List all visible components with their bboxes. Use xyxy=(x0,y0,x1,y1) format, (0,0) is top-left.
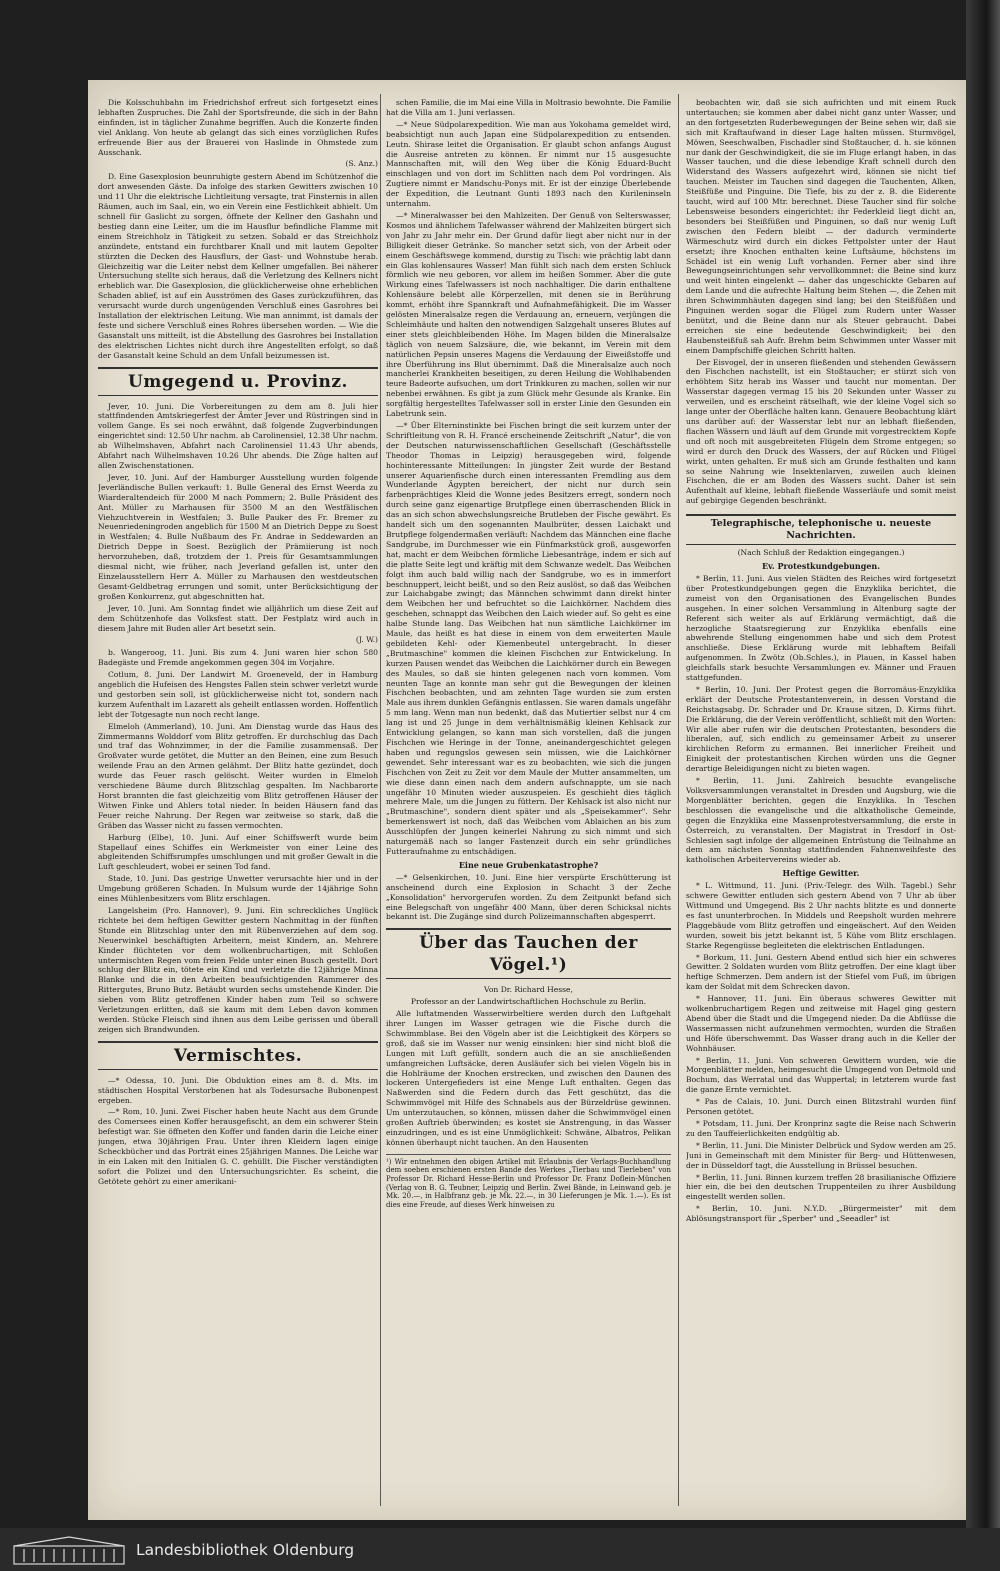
article-paragraph: Stade, 10. Juni. Das gestrige Unwetter verursachte hier und in der Umgebung größeren Schaden. In Mulsum wurde der 14jährige Sohn eines Mühlenbesitzers vom Blitz erschlagen. xyxy=(98,874,378,904)
column-1 xyxy=(98,98,378,1502)
article-paragraph: Der Eisvogel, der in unseren fließenden und stehenden Gewässern den Fischchen nachstellt, ist ein Stoßtaucher; er stürzt sich von erhöhtem Sitz herab ins Wasser und taucht nur momentan. Der Wasserstar dagegen vermag 15 bis 20 Sekunden unter Wasser zu verweilen, und es erscheint rätselhaft, wie der kleine Vogel sich so lange unter der Oberfläche halten kann. Genauere Beobachtung klärt uns darüber auf: der Wasserstar lebt nur an lebhaft fließenden, flachen Wässern und läuft auf dem Grunde mit vorgestrecktem Kopfe und oft noch mit ausgebreiteten Flügeln dem Strome entgegen; so wird er durch den Druck des Wassers, der auf Rücken und Flügel wirkt, unten gehalten. Er muß sich am Grunde festhalten und kann so seine Nahrung wie Insektenlarven, zuweilen auch kleinen Fischchen, die er am Boden des Wassers sucht. Daher ist sein Aufenthalt auf kleine, lebhaft fließende Wasserläufe und somit meist auf gebirgige Gegenden beschränkt. xyxy=(686,357,956,506)
article-paragraph: * L. Wittmund, 11. Juni. (Priv.-Telegr. des Wilh. Tagebl.) Sehr schwere Gewitter entluden sich gestern Abend von 7 Uhr ab über Wittmund und Umgegend. Bis 2 Uhr nachts blitzte es und donnerte es fast ununterbrochen. In Middels und Reepsholt wurden mehrere Plaggebäude vom Blitz getroffen und eingeäschert. Auf den Weiden wurden, soweit bis jetzt bekannt ist, 5 Kühe vom Blitz erschlagen. Starke Regengüsse begleiteten die elektrischen Entladungen. xyxy=(686,881,956,950)
article-paragraph: Harburg (Elbe), 10. Juni. Auf einer Schiffswerft wurde beim Stapellauf eines Schiffes ein Werkmeister von einer Leine des abgleitenden Schiffsrumpfes umschlungen und mit großer Gewalt in die Luft geschleudert, wobei er seinen Tod fand. xyxy=(98,832,378,872)
article-paragraph: Jever, 10. Juni. Die Vorbereitungen zu dem am 8. Juli hier stattfindenden Amtskriegerfest der Ämter Jever und Rüstringen sind in vollem Gange. Es sei noch erwähnt, daß folgende Zugverbindungen eingerichtet sind: 12.50 Uhr nachm. ab Carolinensiel, 12.38 Uhr nachm. ab Wilhelmshaven, Abfahrt nach Carolinensiel 11.43 Uhr abends, Abfahrt nach Wilhelmshaven 10.26 Uhr abends. Die Züge halten auf allen Zwischenstationen. xyxy=(98,401,378,470)
article-paragraph: —* Neue Südpolarexpedition. Wie man aus Yokohama gemeldet wird, beabsichtigt nun auch Japan eine Südpolarexpedition zu entsenden. Leutn. Shirase leitet die Organisation. Er glaubt schon anfangs August die Ausreise antreten zu können. Er nimmt nur 15 ausgesuchte Mannschaften mit, will den Weg über die König Eduard-Bucht einschlagen und von dort im Schlitten nach dem Pol vordringen. Als Zugtiere nimmt er Mandschu-Ponys mit. Er ist der einzige Überlebende der Expedition, die Leutnant Gunti 1893 nach den Kurileninseln unternahm. xyxy=(386,119,671,209)
article-paragraph: —* Odessa, 10. Juni. Die Obduktion eines am 8. d. Mts. im städtischen Hospital Verstorbenen hat als Todesursache Bubonenpest ergeben. xyxy=(98,1075,378,1105)
article-paragraph: b. Wangeroog, 11. Juni. Bis zum 4. Juni waren hier schon 580 Badegäste und Fremde angekommen gegen 304 im Vorjahre. xyxy=(98,648,378,668)
article-paragraph: Cotlum, 8. Juni. Der Landwirt M. Groeneveld, der in Hamburg angeblich die Hufeisen des Hengstes Fallen stein schwer verletzt wurde und gestorben sein soll, ist glücklicherweise nicht tot, sondern nach kurzem Aufenthalt im Lazarett als geheilt entlassen worden. Hoffentlich lebt der Totgesagte nun noch recht lange. xyxy=(98,670,378,719)
article-subheading: Ev. Protestkundgebungen. xyxy=(761,561,881,572)
article-author-role: Professor an der Landwirtschaftlichen Hochschule zu Berlin. xyxy=(410,997,647,1007)
column-2 xyxy=(386,98,671,1502)
footnote: ¹) Wir entnehmen den obigen Artikel mit Erlaubnis der Verlags-Buchhandlung dem soeben erschienen ersten Bande des Werkes „Tierbau und Tierleben" von Professor Dr. Richard Hesse-Berlin und Professor Dr. Franz Doflein-München (Verlag von B. G. Teubner, Leipzig und Berlin. Zwei Bände, in Leinwand geb. je Mk. 20.—, in Halbfranz geb. je Mk. 22.—, in 30 Lieferungen je Mk. 1.—). Es ist dies eine Freude, auf dieses Werk hinweisen zu xyxy=(386,1154,671,1210)
article-paragraph: * Berlin, 10. Juni. N.Y.D. „Bürgermeister" mit dem Ablösungstransport für „Sperber" und „Seeadler" ist xyxy=(686,1204,956,1224)
article-paragraph: schen Familie, die im Mai eine Villa in Moltrasio bewohnte. Die Familie hat die Villa am 1. Juni verlassen. xyxy=(386,98,671,117)
section-heading: Umgegend u. Provinz. xyxy=(98,367,378,396)
section-heading: Telegraphische, telephonische u. neueste Nachrichten. xyxy=(686,514,956,545)
article-subheading: Eine neue Grubenkatastrophe? xyxy=(458,859,599,870)
article-author: Von Dr. Richard Hesse, xyxy=(484,985,573,995)
article-paragraph: * Berlin, 11. Juni. Zahlreich besuchte evangelische Volksversammlungen veranstaltet in Dresden und Augsburg, wie die Morgenblätter berichten, gegen die Enzyklika. In Teschen beschlossen die evangelische und die altkatholische Gemeinde, gegen die Enzyklika eine Massenprotestversammlung, die erste in Österreich, zu veranstalten. Der Magistrat in Tresdorf in Ost-Schlesien sagt infolge der allgemeinen Entrüstung die Teilnahme an dem am nächsten Sonntag stattfindenden Fahnenweihfeste des katholischen Arbeitervereins wieder ab. xyxy=(686,776,956,865)
article-paragraph: * Potsdam, 11. Juni. Der Kronprinz sagte die Reise nach Schwerin zu den Tauffeierlichkeiten endgültig ab. xyxy=(686,1119,956,1138)
viewer-footer xyxy=(0,1528,1000,1571)
article-paragraph: Alle luftatmenden Wasserwirbeltiere werden durch den Luftgehalt ihrer Lungen im Wasser getragen wie die Fische durch die Schwimmblase. Bei den Vögeln aber ist die Leichtigkeit des Körpers so groß, daß sie im Wasser nur wenig einsinken: hier sind nicht bloß die Lungen mit Luft gefüllt, sondern auch die an sie anschließenden umfangreichen Luftsäcke, deren Ausläufer sich bei vielen Vögeln bis in die Hohlräume der Knochen erstrecken, und zwischen den Daunen des lockeren Untergefieders ist eine Menge Luft enthalten. Gegen das Naßwerden sind die Federn durch das Fett geschützt, das die Schwimmvögel mit Hilfe des Schnabels aus der Bürzeldrüse gewinnen. Um unterzutauchen, so können, müssen daher die Schwimmvögel einen großen Auftrieb überwinden; es kostet sie Anstrengung, in das Wasser einzudringen, und es ist eine Unmöglichkeit: Schwäne, Albatros, Pelikan können überhaupt nicht tauchen. An den Hausenten xyxy=(386,1009,671,1147)
article-paragraph: Langelsheim (Pro. Hannover), 9. Juni. Ein schreckliches Unglück richtete bei dem heftigen Gewitter gestern Nachmittag in der fünften Stunde ein Blitzschlag unter den mit Rübenverziehen auf dem sog. Neuerwinkel beschäftigten Arbeitern, meist Kindern, an. Mehrere Kinder flüchteten vor dem wolkenbruchartigen, mit Schloßen untermischten Regen vom freien Felde unter einen Busch gestellt. Dort schlug der Blitz ein, tötete ein Kind und verletzte die 12jährige Minna Blanke und die in den Arbeiten beaufsichtigenden Rammerer des Rittergutes, Bruno Butz. Betäubt wurden sechs umstehende Kinder. Die sieben vom Blitz getroffenen Kinder haben zum Teil so schwere Verletzungen erlitten, daß sie kaum mit dem Leben davon kommen werden. Stücke Fleisch sind ihnen aus dem Leibe gerissen und überall zeigen sich Brandwunden. xyxy=(98,905,378,1034)
column-3 xyxy=(686,98,956,1502)
column-rule xyxy=(678,94,679,1506)
article-paragraph: —* Mineralwasser bei den Mahlzeiten. Der Genuß von Selterswasser, Kosmos und ähnlichem Tafelwasser während der Mahlzeiten bürgert sich von Jahr zu Jahr mehr ein. Der Grund dafür liegt aber nicht nur in der Billigkeit dieser Getränke. So mancher setzt sich, von der Arbeit oder einem Geschäftswege kommend, durstig zu Tisch: wie prächtig labt dann ein Glas kohlensaures Wasser! Man fühlt sich nach dem ersten Schluck förmlich wie neu geboren, vor allem im heißen Sommer. Aber die gute Wirkung eines Tafelwassers ist noch nachhaltiger. Die darin enthaltene Kohlensäure belebt alle Körperzellen, mit denen sie in Berührung kommt, erhöht ihre Spannkraft und Aufnahmefähigkeit. Die im Wasser gelösten Mineralsalze regen die Verdauung an, erneuern, verjüngen die Schleimhäute und halten den notwendigen Salzgehalt unseres Blutes auf einer stets gleichbleibenden Höhe. Im Magen bilden die Mineralsalze täglich von neuem Salzsäure, die, wie bekannt, im Verein mit dem natürlichen Pepsin unseres Magens die Verdauung der Eiweißstoffe und ihre Überführung ins Blut übernimmt. Daß die Mineralsalze auch noch mancherlei Krankheiten beseitigen, zu deren Heilung die Wohlhabenden teure Badeorte aufsuchen, um dort Trinkkuren zu machen, sollen wir nur nebenbei erwähnen. Es gibt ja zum Glück mehr Gesunde als Kranke. Ein sorgfältig hergestelltes Tafelwasser soll in erster Linie den Gesunden ein Labetrunk sein. xyxy=(386,210,671,419)
article-paragraph: * Hannover, 11. Juni. Ein überaus schweres Gewitter mit wolkenbruchartigem Regen und zeitweise mit Hagel ging gestern Abend über die Stadt und die Umgegend nieder. Da die Abflüsse die Wassermassen nicht aufzunehmen vermochten, wurden die Straßen und Höfe überschwemmt. Das Wasser drang auch in die Keller der Wohnhäuser. xyxy=(686,994,956,1053)
article-paragraph: * Berlin, 11. Juni. Binnen kurzem treffen 28 brasilianische Offiziere hier ein, die bei den deutschen Truppenteilen zu ihrer Ausbildung eingestellt werden sollen. xyxy=(686,1172,956,1202)
article-paragraph: * Berlin, 10. Juni. Der Protest gegen die Borromäus-Enzyklika erklärt der Deutsche Protestantenverein, in dessen Vorstand die Reichstagsabg. Dr. Schrader und Dr. Krause sitzen, D. Kirms führt. Die Erklärung, die der Verein veröffentlicht, schließt mit den Worten: Wir alle aber rufen wir die deutschen Protestanten, besonders die liberalen, auf, sich endlich zu gemeinsamer Arbeit zu unserer kirchlichen Reform zu ermannen. Bei innerlicher Freiheit und Einigkeit der protestantischen Kirchen würden uns die Gegner derartige Beleidigungen nicht zu bieten wagen. xyxy=(686,684,956,774)
article-signature: (S. Anz.) xyxy=(345,159,378,169)
article-paragraph: —* Über Elterninstinkte bei Fischen bringt die seit kurzem unter der Schriftleitung von R. H. Francé erscheinende Zeitschrift „Natur", die von der Deutschen naturwissenschaftlichen Gesellschaft (Geschäftsstelle Theodor Thomas in Leipzig) herausgegeben wird, folgende hochinteressante Mitteilungen: In jüngster Zeit wurde der Bestand unserer Aquarienfische durch einen interessanten Fremdling aus dem Wunderlande Ägypten bereichert, der nicht nur durch sein farbenprächtiges Kleid die Wonne jedes Besitzers erregt, sondern noch durch seine ganz eigenartige Brutpflege einen überraschenden Blick in das an sich schon abwechslungsreiche Brutleben der Fische gewährt. Es handelt sich um den sogenannten Maulbrüter, dessen Laichakt und Brutpflege folgendermaßen verläuft: Nachdem das Männchen eine flache Sandgrube, im Durchmesser wie ein Fünfmarkstück groß, ausgeworfen hat, macht er dem Weibchen förmliche Liebesanträge, indem er sich auf die platte Seite legt und kräftig mit dem Schwanze wedelt. Das Weibchen folgt ihm auch bald willig nach der Sandgrube, wo es in immerfort beschnuppert, leicht beißt, und so den Reiz auslöst, so daß das Weibchen zur Laichabgabe zwingt; das Männchen schwimmt dann direkt hinter dem Weibchen her und befruchtet so die Laichkörner. Nachdem dies geschehen, schnappt das Weibchen den Laich wieder auf. So geht es eine halbe Stunde lang. Das Weibchen hat nun sämtliche Laichkörner im Maule, das heißt es hat diese in einem von dem erweiterten Maule gebildeten Kehl- oder Kiemenbeutel untergebracht. In dieser „Brutmaschine" kommen die kleinen Fischchen zur Entwickelung. In kurzen Pausen wendet das Weibchen die Laichkörner durch ein Bewegen des Maules, so daß sie hinten gelegenen nach vorn kommen. Vom neunten Tage an konnte man sehr gut die Bewegungen der kleinen Fischchen beobachten, und am zehnten Tage wurden sie zum ersten Male aus ihrem dunklen Gefängnis entlassen. Sie waren damals ungefähr 5 mm lang. Wenn man nun bedenkt, daß das Mutiertier selbst nur 4 cm lang ist und 25 Junge in dem verhältnismäßig kleinen Kehlsack zur Entwicklung gelangen, so kann man sich vorstellen, daß die jungen Fischchen wie Heringe in der Tonne, aneinandergeschichtet gelegen haben und regungslos gewesen sein müssen, wie die Laichkörner gewendet. Sehr interessant war es zu beobachten, wie sich die jungen Fischchen von Zeit zu Zeit vor dem Maule der Mutter ansammelten, um wie diese dann einen nach dem andern aufschnappte, um sie nach ungefähr 10 Minuten wieder auszuspeien. Es geschieht dies täglich mehrere Male, um die Jungen zu füttern. Der Kehlsack ist also nicht nur „Brutmaschine", sondern dient später und als „Speisekammer". Sehr bemerkenswert ist noch, daß das Weibchen vom Ablaichen an bis zum Ausschlüpfen der Jungen keinerlei Nahrung zu sich nimmt und sich naturgemäß nach so langer Fastenzeit durch ein sehr gründliches Futteraufnahme zu entschädigen. xyxy=(386,421,671,856)
section-heading: Über das Tauchen der Vögel.¹) xyxy=(386,928,671,979)
article-paragraph: * Borkum, 11. Juni. Gestern Abend entlud sich hier ein schweres Gewitter. 2 Soldaten wurden vom Blitz getroffen. Der eine klagt über heftige Schmerzen. Dem andern ist der Stiefel vom Fuß, im übrigen kam der Soldat mit dem Schrecken davon. xyxy=(686,952,956,992)
article-paragraph: Die Kolsschuhbahn im Friedrichshof erfreut sich fortgesetzt eines lebhaften Zuspruches. Die Zahl der Sportsfreunde, die sich in der Bahn einfinden, ist in täglicher Zunahme begriffen. Auch die Konzerte finden viel Anklang. Von heute ab gelangt das sich eines vorzüglichen Rufes erfreuende Bier aus der Brauerei von Haslinde in Ohmstede zum Ausschank. xyxy=(98,98,378,157)
article-paragraph: * Pas de Calais, 10. Juni. Durch einen Blitzstrahl wurden fünf Personen getötet. xyxy=(686,1097,956,1117)
article-subheading: Heftige Gewitter. xyxy=(782,868,860,879)
article-paragraph: —* Rom, 10. Juni. Zwei Fischer haben heute Nacht aus dem Grunde des Comersees einen Koffer herausgefischt, an dem ein schwerer Stein befestigt war. Sie öffneten den Koffer und fanden darin die Leiche einer jungen, etwa 30jährigen Frau. Unter ihren Kleidern lagen einige Scheckbücher und das Porträt eines 25jährigen Mannes. Die Leiche war in ein Laken mit den Initialen G. C. gehüllt. Die Fischer verständigten sofort die Polizei und den Untersuchungsrichter. Es scheint, die Getötete gehört zu einer amerikani- xyxy=(98,1107,378,1186)
library-name: Landesbibliothek Oldenburg xyxy=(136,1540,355,1559)
article-signature: (J. W.) xyxy=(355,635,378,645)
article-paragraph: beobachten wir, daß sie sich aufrichten und mit einem Ruck untertauchen; sie kommen aber dabei nicht ganz unter Wasser, und an den fortgesetzten Ruderbewegungen der Beine sehen wir, daß sie sich mit Kraftaufwand in dieser Lage halten müssen. Sturmvögel, Möwen, Seeschwalben, Fischadler sind Stoßtaucher, d. h. sie können nur dank der Geschwindigkeit, die sie im Fluge erlangt haben, in das Wasser tauchen, und die diese lebendige Kraft schnell durch den Widerstand des Wassers aufgezehrt wird, können sie nicht tief tauchen. Meister im Tauchen sind dagegen die Tauchenten, Alken, Steißfüße und Pinguine. Die Tiefe, bis zu der z. B. die Eiderente taucht, wird auf 100 Mtr. berechnet. Diese Taucher sind für solche Lebensweise besonders eingerichtet: ihr Federkleid liegt dicht an, besonders bei Steißfüßen und Pinguinen, so daß nur wenig Luft zwischen den Federn bleibt — der dadurch verminderte Wärmeschutz wird durch ein dickes Fettpolster unter der Haut ersetzt; ihre Knochen enthalten keine Luftsäume, höchstens im Schädel ist ein wenig Luft vorhanden. Ferner aber sind ihre Bewegungseinrichtungen sehr vervollkommnet: die Beine sind kurz und weit hinten eingelenkt — daher das ungeschickte Gebaren auf dem Lande und die aufrechte Haltung beim Stehen —, die Zehen mit ihren Schwimmhäuten dagegen sind lang; bei den Steißfüßen und Pinguinen werden sogar die Flügel zum Rudern unter Wasser benützt, und die Beine dann nur als Steuer gebraucht. Dabei erreichen sie eine bedeutende Geschwindigkeit; bei den Haubensteißfuß sah Aufr. Brehm beim Schwimmen unter Wasser mit einem Dampfschiffe gleichen Schritt halten. xyxy=(686,98,956,355)
section-heading: Vermischtes. xyxy=(98,1041,378,1070)
article-paragraph: —* Gelsenkirchen, 10. Juni. Eine hier verspürte Erschütterung ist anscheinend durch eine Explosion in Schacht 3 der Zeche „Konsolidation" hervorgerufen worden. Zu dem Zeitpunkt befand sich eine Belegschaft von ungefähr 400 Mann, über deren Schicksal nichts bekannt ist. Die Zugänge sind durch Polizeimannschaften abgesperrt. xyxy=(386,872,671,922)
article-paragraph: * Berlin, 11. Juni. Von schweren Gewittern wurden, wie die Morgenblätter melden, heimgesucht die Umgegend von Detmold und Bochum, das Werratal und das Wuppertal; in letzterem wurde fast die ganze Ernte vernichtet. xyxy=(686,1055,956,1095)
article-paragraph: * Berlin, 11. Juni. Aus vielen Städten des Reiches wird fortgesetzt über Protestkundgebungen gegen die Enzyklika berichtet, die zumeist von den Organisationen des Evangelischen Bundes ausgehen. In einer solchen Versammlung in Altenburg sagte der Referent sich weiter als auf Erklärung vermächtigt, daß die herzogliche Staatsregierung zur Enzyklika ebenfalls eine abwehrende Stellung eingenommen habe und sich dem Protest anschließe. Diese Erklärung wurde mit lebhaftem Beifall aufgenommen. In Zwötz (Ob.Schles.), in Plauen, in Kassel haben gleichfalls stark besuchte Versammlungen ev. Männer und Frauen stattgefunden. xyxy=(686,573,956,683)
book-edge xyxy=(966,0,1000,1528)
column-rule xyxy=(380,94,381,1506)
article-paragraph: D. Eine Gasexplosion beunruhigte gestern Abend im Schützenhof die dort anwesenden Gäste. Da infolge des starken Gewitters zwischen 10 und 11 Uhr die elektrische Lichtleitung versagte, trat Finsternis in allen Räumen, auch im Saal, ein, wo ein Verein eine Festlichkeit abhielt. Um schnell für Gaslicht zu sorgen, öffnete der Kellner den Gashahn und bestieg dann eine Leiter, um die im Hausflur befindliche Flamme mit einem Streichholz in Tätigkeit zu setzen. Sobald er das Streichholz anzündete, entstand ein furchtbarer Knall und mit lautem Gepolter stürzten die Decken des Hausflurs, der Gast- und Wohnstube herab. Gleichzeitig war die Leiter nebst dem Kellner umgefallen. Bei näherer Untersuchung stellte sich heraus, daß die Verletzung des Kellners nicht erheblich war. Die Gasexplosion, die glücklicherweise ohne erheblichen Schaden ablief, ist auf ein Ausströmen des Gases zurückzuführen, das verursacht wurde durch ungenügenden Verschluß eines Gasrohres bei Installation der elektrischen Leitung. Wie man annimmt, ist damals der feste und sichere Verschluß eines Rohres übersehen worden. — Wie die Gasanstalt uns mitteilt, ist die Abstellung des Gasrohres bei Installation des elektrischen Lichtes nicht durch ihre Angestellten erfolgt, so daß der Gasanstalt keine Schuld an dem Unfall beizumessen ist. xyxy=(98,172,378,360)
article-paragraph: Elmeloh (Ammerland), 10. Juni. Am Dienstag wurde das Haus des Zimmermanns Wolddorf vom Blitz getroffen. Er durchschlug das Dach und traf das Wohnzimmer, in der die Familie zusammensaß. Der Großvater wurde getötet, die Mutter an den Beinen, eine zum Besuch weilende Frau an den Armen gelähmt. Der Blitz hatte gezündet, doch wurde das Feuer rasch gelöscht. Weiter wurden in Elmeloh verschiedene Bäume durch Blitzschlag gespalten. Im Nachbarorte Horst brannten die fast gleichzeitig vom Blitz getroffenen Häuser der Witwen Finke und Ahlers total nieder. In beiden Häusern fand das Feuer reiche Nahrung. Der Regen war zeitweise so stark, daß die Gräben das Wasser nicht zu fassen vermochten. xyxy=(98,721,378,830)
newspaper-page xyxy=(88,80,968,1520)
library-building-logo-icon xyxy=(10,1534,128,1566)
article-paragraph: Jever, 10. Juni. Auf der Hamburger Ausstellung wurden folgende Jeverländische Bullen verkauft: 1. Bulle General des Ernst Weerda zu Wiarderaltendeich für 2000 M nach Pommern; 2. Bulle Präsident des Ant. Müller zu Marhausen für 3500 M an den Westfälischen Viehzuchtverein in Westfalen; 3. Bulle Pauker des Fr. Bremer zu Neuenriedeningroden angeblich für 1500 M an Dietrich Deppe zu Soest in Westfalen; 4. Bulle Nußbaum des Fr. Andrae in Seddewarden an Dietrich Deppe in Soest. Bezüglich der Prämiierung ist noch hervorzuheben, daß, trotzdem der 1. Preis für Gesamtsammlungen diesmal nicht, wie früher, nach Jeverland gefallen ist, unter den Einzelausstellern Herr A. Müller zu Marhausen den westdeutschen Gesamt-Geldbetrag errungen und somit, unter Berücksichtigung der großen Konkurrenz, gut abgeschnitten hat. xyxy=(98,472,378,601)
article-paragraph: Jever, 10. Juni. Am Sonntag findet wie alljährlich um diese Zeit auf dem Schützenhofe das Volksfest statt. Der Festplatz wird auch in diesem Jahre mit Buden aller Art besetzt sein. xyxy=(98,603,378,633)
section-subheading: (Nach Schluß der Redaktion eingegangen.) xyxy=(737,548,905,558)
article-paragraph: * Berlin, 11. Juni. Die Minister Delbrück und Sydow werden am 25. Juni in Gemeinschaft mit dem Minister für Berg- und Hüttenwesen, der in Düsseldorf tagt, die Ausstellung in Brüssel besuchen. xyxy=(686,1140,956,1170)
